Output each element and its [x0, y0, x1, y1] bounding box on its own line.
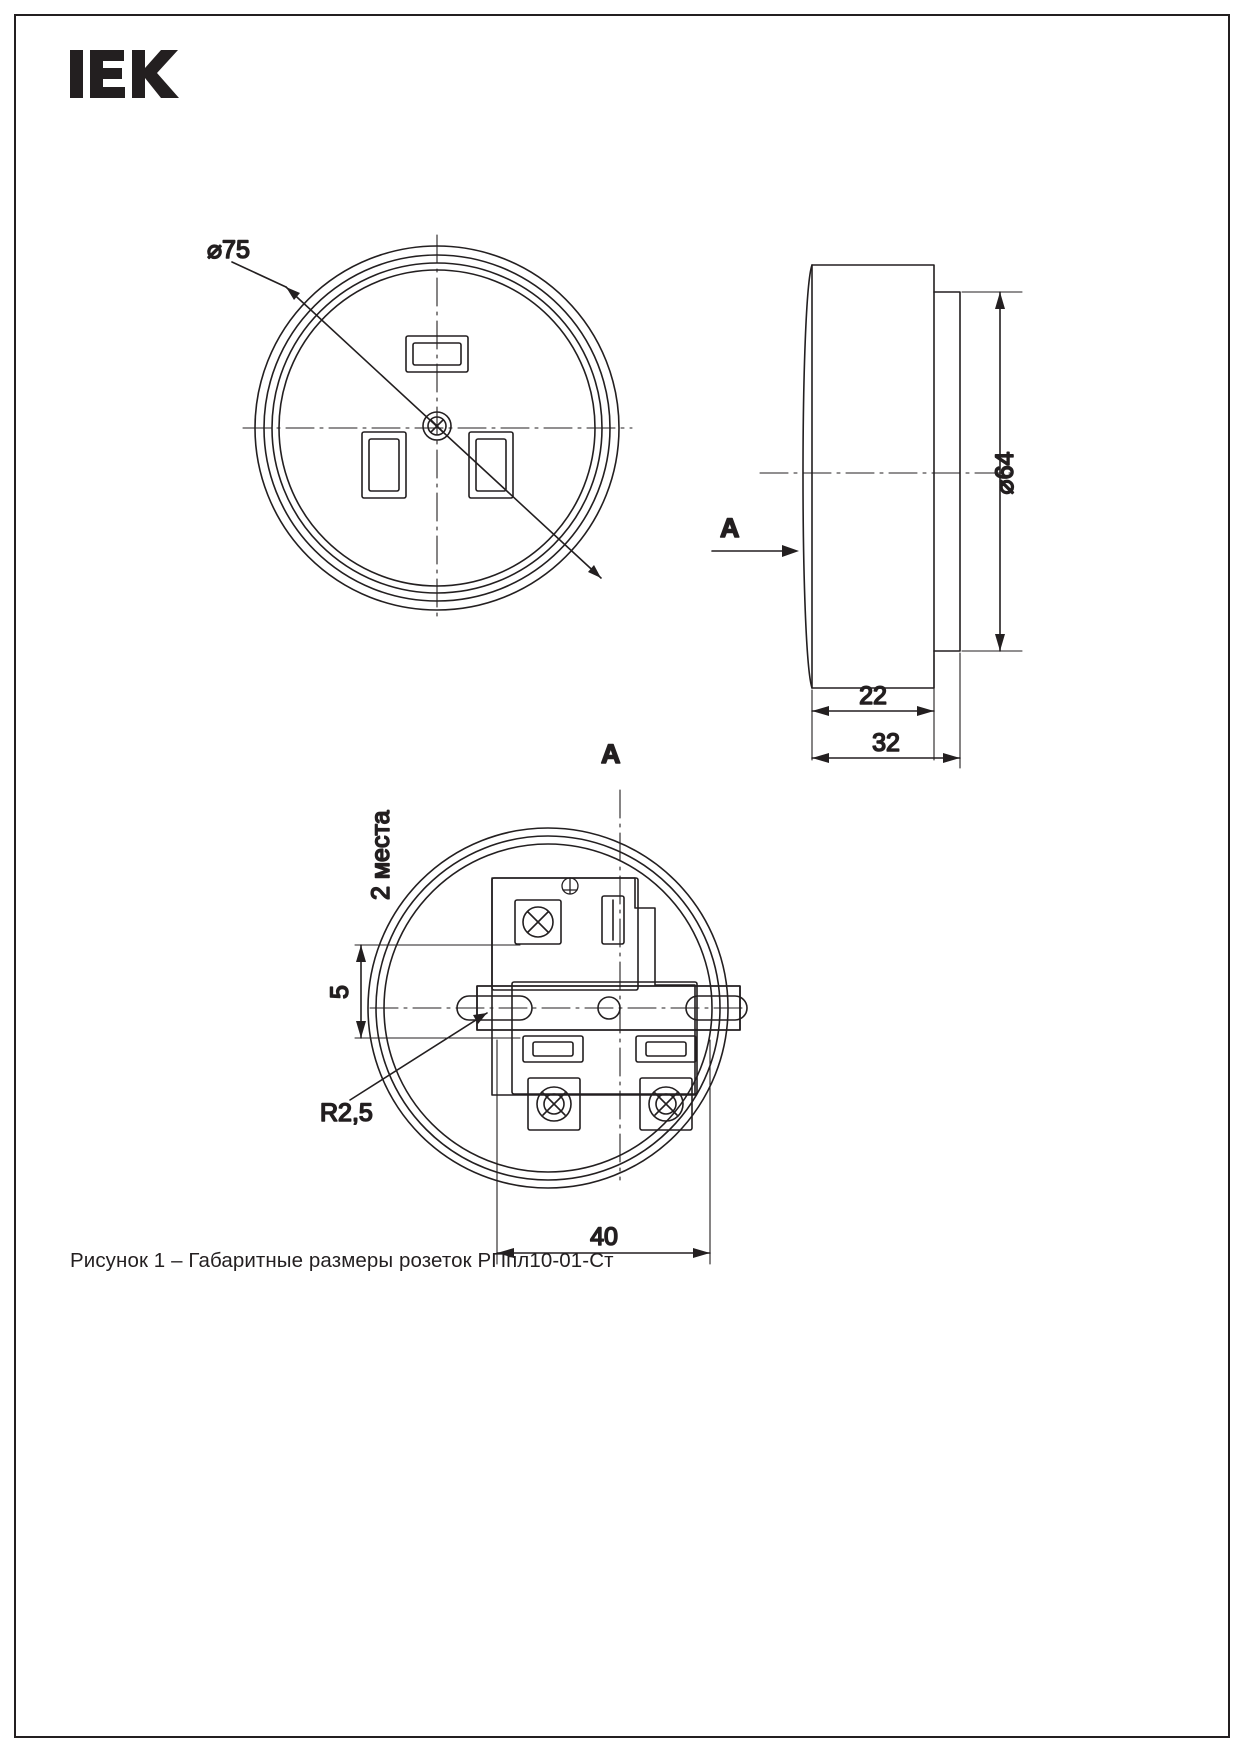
- dim-depth-inner: 22: [859, 682, 887, 710]
- side-view-geometry: [760, 265, 1022, 768]
- dim-corner-radius: R2,5: [320, 1099, 373, 1127]
- dim-mount-spacing: 40: [590, 1223, 618, 1251]
- dim-slot-count: 2 места: [367, 810, 395, 900]
- front-view-geometry: [207, 235, 632, 622]
- dim-depth-total: 32: [872, 729, 900, 757]
- figure-caption: Рисунок 1 – Габаритные размеры розеток РПпл10-01-Ст: [70, 1249, 614, 1272]
- back-view-geometry: [320, 790, 747, 1264]
- label-section-arrow-a: A: [720, 513, 740, 543]
- dim-body-diameter: ⌀64: [991, 451, 1019, 495]
- section-arrow-a: [712, 513, 799, 557]
- label-section-a: A: [601, 739, 621, 769]
- dim-slot-height: 5: [326, 985, 354, 999]
- dim-outer-diameter: ⌀75: [207, 236, 250, 264]
